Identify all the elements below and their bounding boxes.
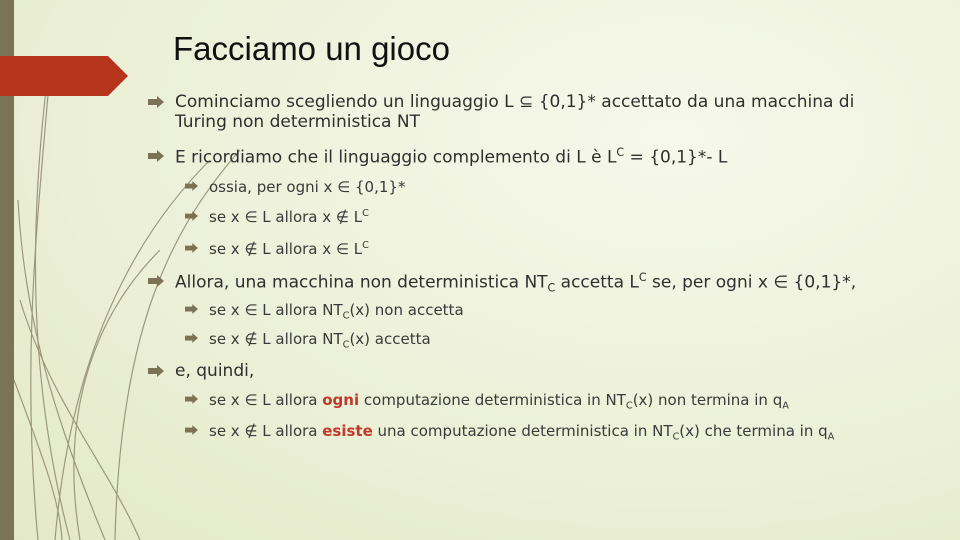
bullet-1 [148, 92, 854, 132]
bullet-3-sub-2: se x ∉ L allora $NT_C(x)$ accetta [185, 330, 431, 350]
bullet-4-sub-1: se x ∈ L allora ogni computazione deterministica in $NT_C(x)$ non termina in $q_A$ [185, 391, 789, 411]
bullet-1-line-1: Cominciamo scegliendo un linguaggio L ⊆ {0,1}* accettato da una macchina di [175, 92, 855, 112]
arrow-bullet-icon [185, 425, 198, 435]
bullet-4-sub-2: se x ∉ L allora esiste una computazione deterministica in $NT_C(x)$ che termina in $q_A$ [185, 422, 834, 442]
bullet-1-line-2: Turing non deterministica NT [175, 112, 420, 132]
arrow-bullet-icon [185, 333, 198, 343]
arrow-bullet-icon [185, 181, 198, 191]
bullet-2-sub-3: se x ∉ L allora x ∈ $L^C$ [185, 240, 369, 258]
slide-title: Facciamo un gioco [173, 30, 450, 67]
bullet-4: e, quindi, [148, 361, 254, 381]
arrow-bullet-icon [148, 150, 164, 162]
bullet-2-text: E ricordiamo che il linguaggio complemento di L è $L^C = \{0,1\}*-$ L [175, 146, 728, 168]
arrow-bullet-icon [148, 275, 164, 287]
arrow-bullet-icon [148, 96, 164, 108]
bullet-3-sub-1: se x ∈ L allora $NT_C(x)$ non accetta [185, 301, 464, 321]
title-accent-tab [0, 56, 128, 96]
bullet-2-sub-1: ossia, per ogni x ∈ {0,1}* [185, 178, 405, 196]
arrow-bullet-icon [185, 211, 198, 221]
emphasis-esiste: esiste [322, 422, 373, 440]
bullet-3 [148, 271, 856, 294]
emphasis-ogni: ogni [322, 391, 360, 409]
arrow-bullet-icon [185, 394, 198, 404]
arrow-bullet-icon [185, 243, 198, 253]
bullet-2 [148, 146, 727, 168]
arrow-bullet-icon [185, 304, 198, 314]
bullet-2-sub-2: se x ∈ L allora x ∉ $L^C$ [185, 208, 369, 226]
arrow-bullet-icon [148, 365, 164, 377]
bullet-3-text: Allora, una macchina non deterministica $NT_C$ accetta $L^C$ se, per ogni x ∈ {0,1}*, [175, 271, 857, 295]
